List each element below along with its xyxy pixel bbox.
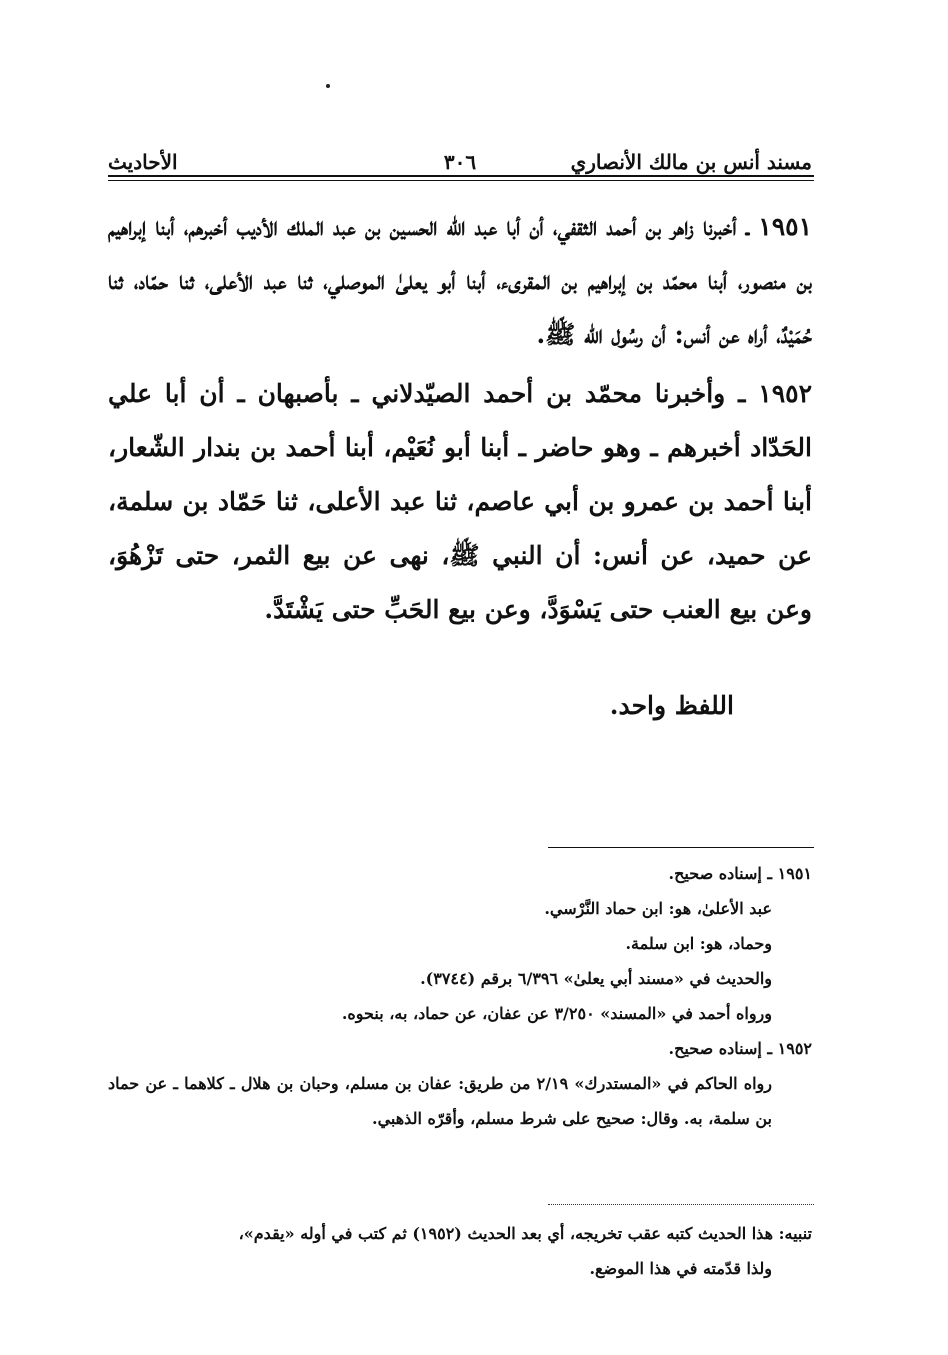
footnote-line: ورواه أحمد في «المسند» ٣/٢٥٠ عن عفان، عن حماد، به، بنحوه. bbox=[341, 1004, 772, 1023]
page-number: ٣٠٦ bbox=[443, 150, 477, 174]
closing-remark: اللفظ واحد. bbox=[609, 691, 734, 720]
footnote-1952-head: ١٩٥٢ ـ إسناده صحيح. bbox=[668, 1039, 812, 1058]
header-rule bbox=[108, 175, 814, 177]
footnote-1952-text: رواه الحاكم في «المستدرك» ٢/١٩ من طريق: عفان بن مسلم، وحبان بن هلال ـ كلاهما ـ عن حماد بن سلمة، به. وقال: صحيح على شرط مسلم، وأقرّه الذهبي. bbox=[108, 1074, 773, 1128]
footnote-separator bbox=[548, 847, 814, 848]
note-line: تنبيه: هذا الحديث كتبه عقب تخريجه، أي بعد الحديث (١٩٥٢) ثم كتب في أوله «يقدم»، bbox=[238, 1224, 812, 1243]
section-title: الأحاديث bbox=[108, 150, 178, 174]
hadith-1952: ١٩٥٢ ـ وأخبرنا محمّد بن أحمد الصيّدلاني ـ بأصبهان ـ أن أبا علي الحَدّاد أخبرهم ـ وهو حاضر ـ أبنا أبو نُعَيْم، أبنا أحمد بن بندار الشّعار، أبنا أحمد بن عمرو بن أبي عاصم، ثنا عبد الأعلى، ثنا حَمّاد بن سلمة، عن حميد، عن أنس: أن النبي ﷺ، نهى عن بيع الثمر، حتى تَزْهُوَ، وعن بيع العنب حتى يَسْوَدَّ، وعن بيع الحَبِّ حتى يَشْتَدَّ. bbox=[108, 379, 812, 624]
footnote-line: وحماد، هو: ابن سلمة. bbox=[625, 934, 772, 953]
footnote-line: عبد الأعلىٰ، هو: ابن حماد النَّرْسي. bbox=[544, 899, 772, 918]
main-text bbox=[108, 200, 812, 738]
footnote-1951-head: ١٩٥١ ـ إسناده صحيح. bbox=[668, 864, 812, 883]
book-title: مسند أنس بن مالك الأنصاري bbox=[570, 150, 812, 174]
header-rule-thin bbox=[108, 180, 814, 181]
scan-speck bbox=[326, 84, 330, 88]
note-line: ولذا قدّمته في هذا الموضع. bbox=[589, 1259, 772, 1278]
footnote-line: والحديث في «مسند أبي يعلىٰ» ٦/٣٩٦ برقم (٣٧٤٤). bbox=[420, 969, 772, 988]
hadith-1951: ١٩٥١ ـ أخبرنا زاهر بن أحمد الثقفي، أن أبا عبد الله الحسين بن عبد الملك الأديب أخبرهم، أبنا إبراهيم بن منصور، أبنا محمّد بن إبراهيم بن المقرىء، أبنا أبو يعلىٰ الموصلي، ثنا عبد الأعلى، ثنا حمّاد، ثنا حُمَيْدٌ، أراه عن أنس: أن رسُول الله ﷺ. bbox=[108, 212, 812, 349]
footnotes bbox=[108, 856, 812, 1136]
note-separator bbox=[548, 1204, 814, 1205]
running-header bbox=[108, 140, 812, 174]
editor-note bbox=[108, 1216, 812, 1286]
